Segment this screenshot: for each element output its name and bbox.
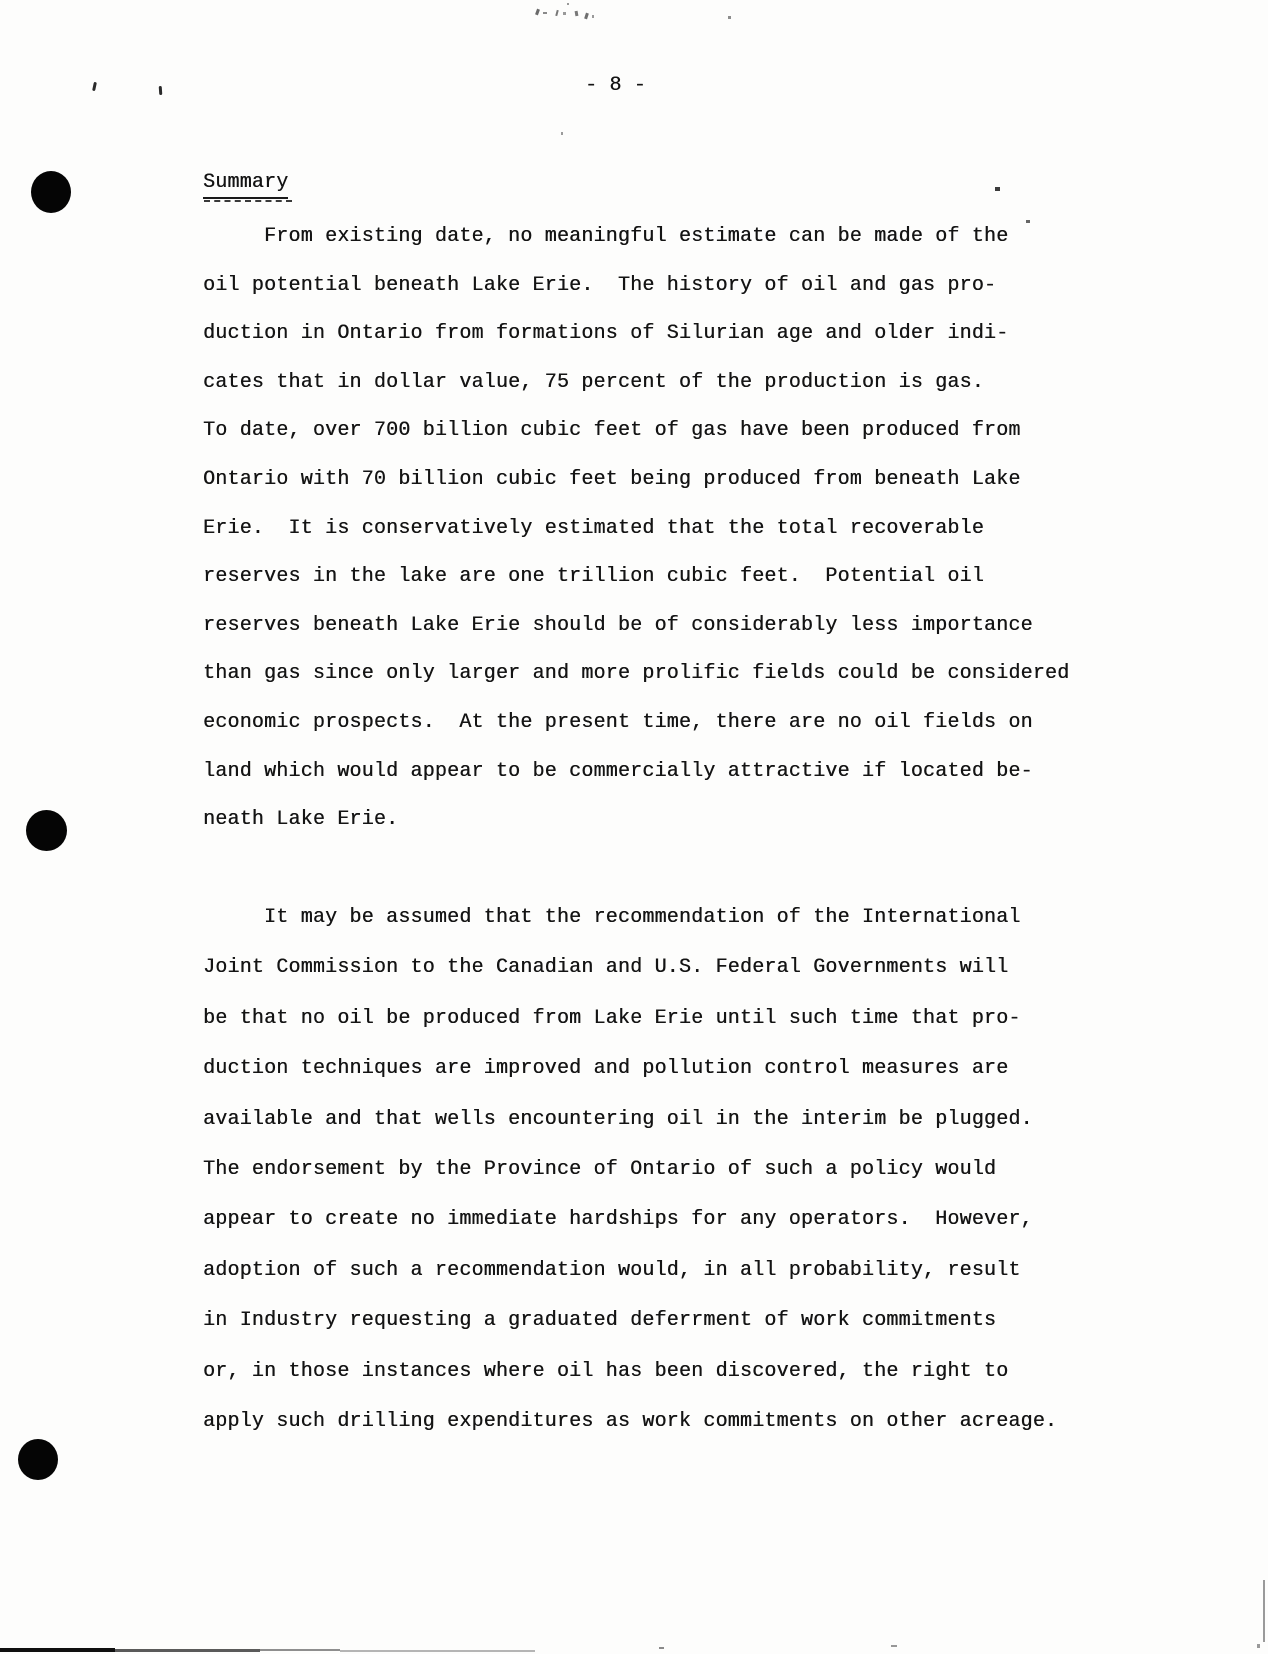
text-line: To date, over 700 billion cubic feet of gas have been produced from [203,419,1021,443]
text-line: be that no oil be produced from Lake Erie until such time that pro- [203,1006,1021,1030]
scan-speck [543,12,547,14]
text-line: duction techniques are improved and pollution control measures are [203,1057,1009,1081]
text-line: It may be assumed that the recommendation of the International [203,906,1021,929]
text-line: appear to create no immediate hardships for any operators. However, [203,1208,1033,1232]
text-line: Joint Commission to the Canadian and U.S. Federal Governments will [203,956,1009,980]
text-line: neath Lake Erie. [203,808,399,832]
scan-edge-line [0,1648,115,1652]
scan-speck [592,15,594,18]
text-line: cates that in dollar value, 75 percent of the production is gas. [203,370,984,394]
scan-edge-line [115,1649,260,1652]
heading-underline [204,200,292,202]
text-line: oil potential beneath Lake Erie. The history of oil and gas pro- [203,273,997,297]
text-line: reserves beneath Lake Erie should be of considerably less importance [203,613,1033,637]
scan-speck [891,1645,897,1647]
section-heading-wrap [203,171,288,199]
scan-speck [659,1647,664,1649]
text-line: Erie. It is conservatively estimated that the total recoverable [203,516,984,540]
scan-speck [584,13,589,20]
text-line: duction in Ontario from formations of Silurian age and older indi- [203,322,1009,346]
scan-mark [92,82,97,91]
scan-speck [555,10,558,16]
hole-punch-bottom [18,1439,58,1480]
text-line: or, in those instances where oil has been discovered, the right to [203,1359,1009,1383]
section-heading: Summary [203,171,288,199]
text-line: economic prospects. At the present time, there are no oil fields on [203,710,1033,734]
text-line: than gas since only larger and more prolific fields could be considered [203,662,1070,686]
hole-punch-top [31,171,71,213]
text-line: apply such drilling expenditures as work commitments on other acreage. [203,1409,1058,1433]
scan-speck [567,3,569,5]
text-line: land which would appear to be commercially attractive if located be- [203,759,1033,783]
hole-punch-middle [26,810,67,851]
scan-speck [563,12,566,15]
scan-edge-line [340,1650,535,1652]
paragraph-1 [203,213,1069,845]
paragraph-2 [203,893,1057,1447]
scan-speck [728,16,731,19]
text-line: in Industry requesting a graduated deferrment of work commitments [203,1309,997,1333]
scan-mark [159,86,163,95]
scan-speck [995,187,1000,191]
scan-speck [561,132,563,135]
text-line: adoption of such a recommendation would, in all probability, result [203,1258,1021,1282]
text-line: The endorsement by the Province of Ontario of such a policy would [203,1157,997,1181]
scan-edge-line [1263,1580,1265,1642]
scan-speck [535,9,540,16]
text-line: From existing date, no meaningful estimate can be made of the [203,225,1009,248]
text-line: reserves in the lake are one trillion cubic feet. Potential oil [203,565,984,589]
scan-edge-line [260,1649,340,1651]
text-line: Ontario with 70 billion cubic feet being produced from beneath Lake [203,467,1021,491]
scan-speck [575,11,579,16]
text-line: available and that wells encountering oil in the interim be plugged. [203,1107,1033,1131]
page-number: - 8 - [585,74,647,97]
scan-speck [1257,1644,1260,1648]
